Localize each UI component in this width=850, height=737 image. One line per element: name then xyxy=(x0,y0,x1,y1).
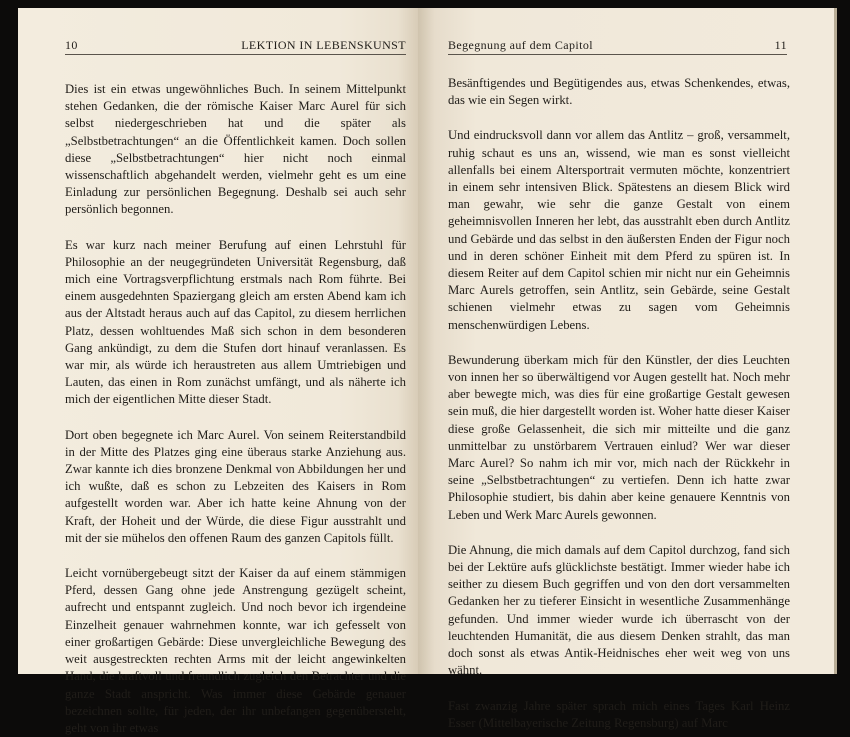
right-page-header xyxy=(448,36,787,55)
page-edge xyxy=(834,8,837,674)
paragraph: Die Ahnung, die mich damals auf dem Capitol durchzog, fand sich bei der Lektüre aufs glücklichste bestätigt. Immer wieder habe ich seither zu diesem Buch gegriffen und von den dort versammelten Gedanken her zu tieferer Einsicht in wesentliche Zusammenhänge gefunden. Und immer wieder wurde ich überrascht von der leuchtenden Humanität, die aus diesem Denken strahlt, das man doch sonst als etwas Antik-Heidnisches eher weit weg von uns wähnt. xyxy=(448,542,790,678)
paragraph: Bewunderung überkam mich für den Künstler, der dies Leuchten von innen her so überwältigend vor Augen gestellt hat. Noch mehr aber bewegte mich, was dies für eine großartige Gestalt gewesen sein muß, die hier dargestellt worden ist. Woher hatte dieser Kaiser diese große Gelassenheit, die sich mir mitteilte und die ganz unmittelbar zu unstörbarem Vertrauen einlud? Wer war dieser Marc Aurel? So nahm ich mir vor, mich nach der Rückkehr in seine „Selbstbetrachtungen“ zu vertiefen. Denn ich hatte zwar Philosophie studiert, bis dahin aber keine genauere Kenntnis von Leben und Werk Marc Aurels gewonnen. xyxy=(448,352,790,522)
running-head-left: LEKTION IN LEBENSKUNST xyxy=(241,38,406,52)
page-number-left: 10 xyxy=(65,38,78,52)
left-page xyxy=(18,8,418,735)
right-page xyxy=(418,8,834,730)
left-page-body xyxy=(65,81,406,737)
left-page-header xyxy=(65,36,406,55)
paragraph: Leicht vornübergebeugt sitzt der Kaiser da auf einem stämmigen Pferd, dessen Gang ohne jede Anstrengung gezügelt scheint, aufrecht und entspannt zugleich. Und noch bevor ich irgendeine Einzelheit genauer wahrnehmen konnte, war ich gefesselt von einer großartigen Gebärde: Diese unvergleichliche Bewegung des weit ausgestreckten rechten Arms mit der leicht angewinkelten Hand, die kraftvoll und freundlich zugleich den Betrachter und die ganze Stadt anspricht. Was immer diese Gebärde genauer bezeichnen sollte, für jeden, der ihr unbefangen gegenübersteht, geht von ihr etwas xyxy=(65,566,406,735)
paragraph: Dort oben begegnete ich Marc Aurel. Von seinem Reiterstandbild in der Mitte des Platzes ging eine überaus starke Anziehung aus. Zwar kannte ich dies bronzene Denkmal von Abbildungen her und ich wußte, daß es schon zu Lebzeiten des Kaisers in Rom aufgestellt worden war. Aber ich hatte keine Ahnung von der Kraft, der Hoheit und der Würde, die diese Figur ausstrahlt und mit der sie mühelos den offenen Raum des ganzen Capitols füllt. xyxy=(65,427,406,545)
running-head-right: Begegnung auf dem Capitol xyxy=(448,38,593,52)
paragraph: Dies ist ein etwas ungewöhnliches Buch. In seinem Mittelpunkt stehen Gedanken, die der römische Kaiser Marc Aurel für sich selbst niedergeschrieben hat und die später als „Selbstbetrachtungen“ an die Öffentlichkeit kamen. Doch sollen diese „Selbstbetrachtungen“ hier nicht noch einmal wissenschaftlich abgehandelt werden, vielmehr geht es um eine Einladung zur persönlichen Begegnung. Deshalb sei auch sehr persönlich begonnen. xyxy=(65,82,406,217)
page-number-right: 11 xyxy=(774,38,787,52)
paragraph: Es war kurz nach meiner Berufung auf einen Lehrstuhl für Philosophie an der neugegründeten Universität Regensburg, daß mich eine Vortragsverpflichtung erstmals nach Rom führte. Bei einem ausgedehnten Spaziergang gleich am ersten Abend kam ich aus der Altstadt heraus auch auf das Capitol, zu diesem herrlichen Platz, dessen wohltuendes Maß sich schon in dem besonderen Gang ankündigt, zu dem die Stufen dort hinauf veranlassen. Es war mir, als würde ich heraustreten aus allem Umtriebigen und Lauten, das einen in Rom zunächst umfängt, und als näherte ich mich der eigentlichen Mitte dieser Stadt. xyxy=(65,237,406,407)
paragraph: Besänftigendes und Begütigendes aus, etwas Schenkendes, etwas, das wie ein Segen wirkt. xyxy=(448,76,790,108)
paragraph: Und eindrucksvoll dann vor allem das Antlitz – groß, versammelt, ruhig schaut es uns an, wissend, wie man es sonst vielleicht allenfalls bei einem Altersportrait vermuten möchte, konzentriert in einem sehr intensiven Blick. Spätestens an diesem Blick wird man gewahr, wie sehr die ganze Gestalt von einem geheimnisvollen Inneren her lebt, das ausstrahlt eben durch Antlitz und Gebärde und das selbst in den äußersten Enden der Figur noch und in deren schöner Einheit mit dem Pferd zu spüren ist. In diesem Reiter auf dem Capitol schien mir nicht nur ein Geheimnis Marc Aurels getroffen, sein Antlitz, sein Gebärde, seine Gestalt schienen vielmehr etwas zu sagen vom Geheimnis menschenwürdigen Lebens. xyxy=(448,128,790,332)
paragraph: Fast zwanzig Jahre später sprach mich eines Tages Karl Heinz Esser (Mittelbayerische Zeitung Regensburg) auf Marc xyxy=(448,698,790,730)
right-page-body xyxy=(448,75,790,732)
